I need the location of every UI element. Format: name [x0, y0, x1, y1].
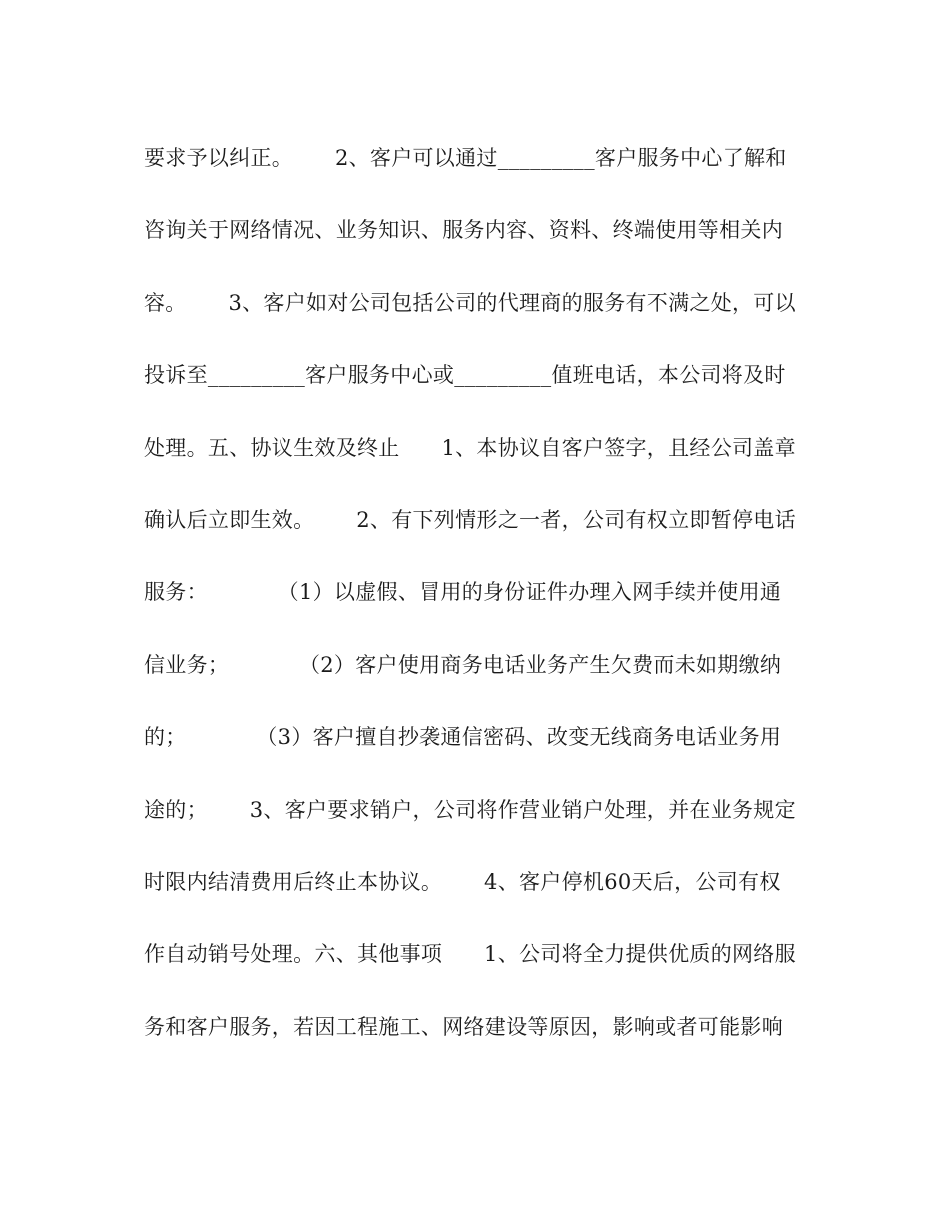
text-line: 务和客户服务，若因工程施工、网络建设等原因，影响或者可能影响	[144, 1014, 783, 1039]
text-line: 要求予以纠正。 2、客户可以通过_________客户服务中心了解和	[144, 146, 787, 170]
text-line: 咨询关于网络情况、业务知识、服务内容、资料、终端使用等相关内	[144, 218, 783, 243]
text-line: 的； （3）客户擅自抄袭通信密码、改变无线商务电话业务用	[144, 725, 782, 750]
text-line: 途的； 3、客户要求销户，公司将作营业销户处理，并在业务规定	[144, 797, 796, 822]
text-line: 时限内结清费用后终止本协议。 4、客户停机60天后，公司有权	[144, 869, 781, 894]
text-line: 确认后立即生效。 2、有下列情形之一者，公司有权立即暂停电话	[144, 507, 796, 532]
body-text	[144, 138, 814, 1079]
text-line: 处理。五、协议生效及终止 1、本协议自客户签字，且经公司盖章	[144, 435, 796, 460]
text-line: 容。 3、客户如对公司包括公司的代理商的服务有不满之处，可以	[144, 290, 796, 315]
text-line: 信业务； （2）客户使用商务电话业务产生欠费而未如期缴纳	[144, 652, 782, 677]
text-line: 作自动销号处理。六、其他事项 1、公司将全力提供优质的网络服	[144, 942, 796, 967]
text-line: 服务： （1）以虚假、冒用的身份证件办理入网手续并使用通	[144, 580, 782, 605]
text-line: 投诉至_________客户服务中心或_________值班电话，本公司将及时	[144, 363, 786, 388]
